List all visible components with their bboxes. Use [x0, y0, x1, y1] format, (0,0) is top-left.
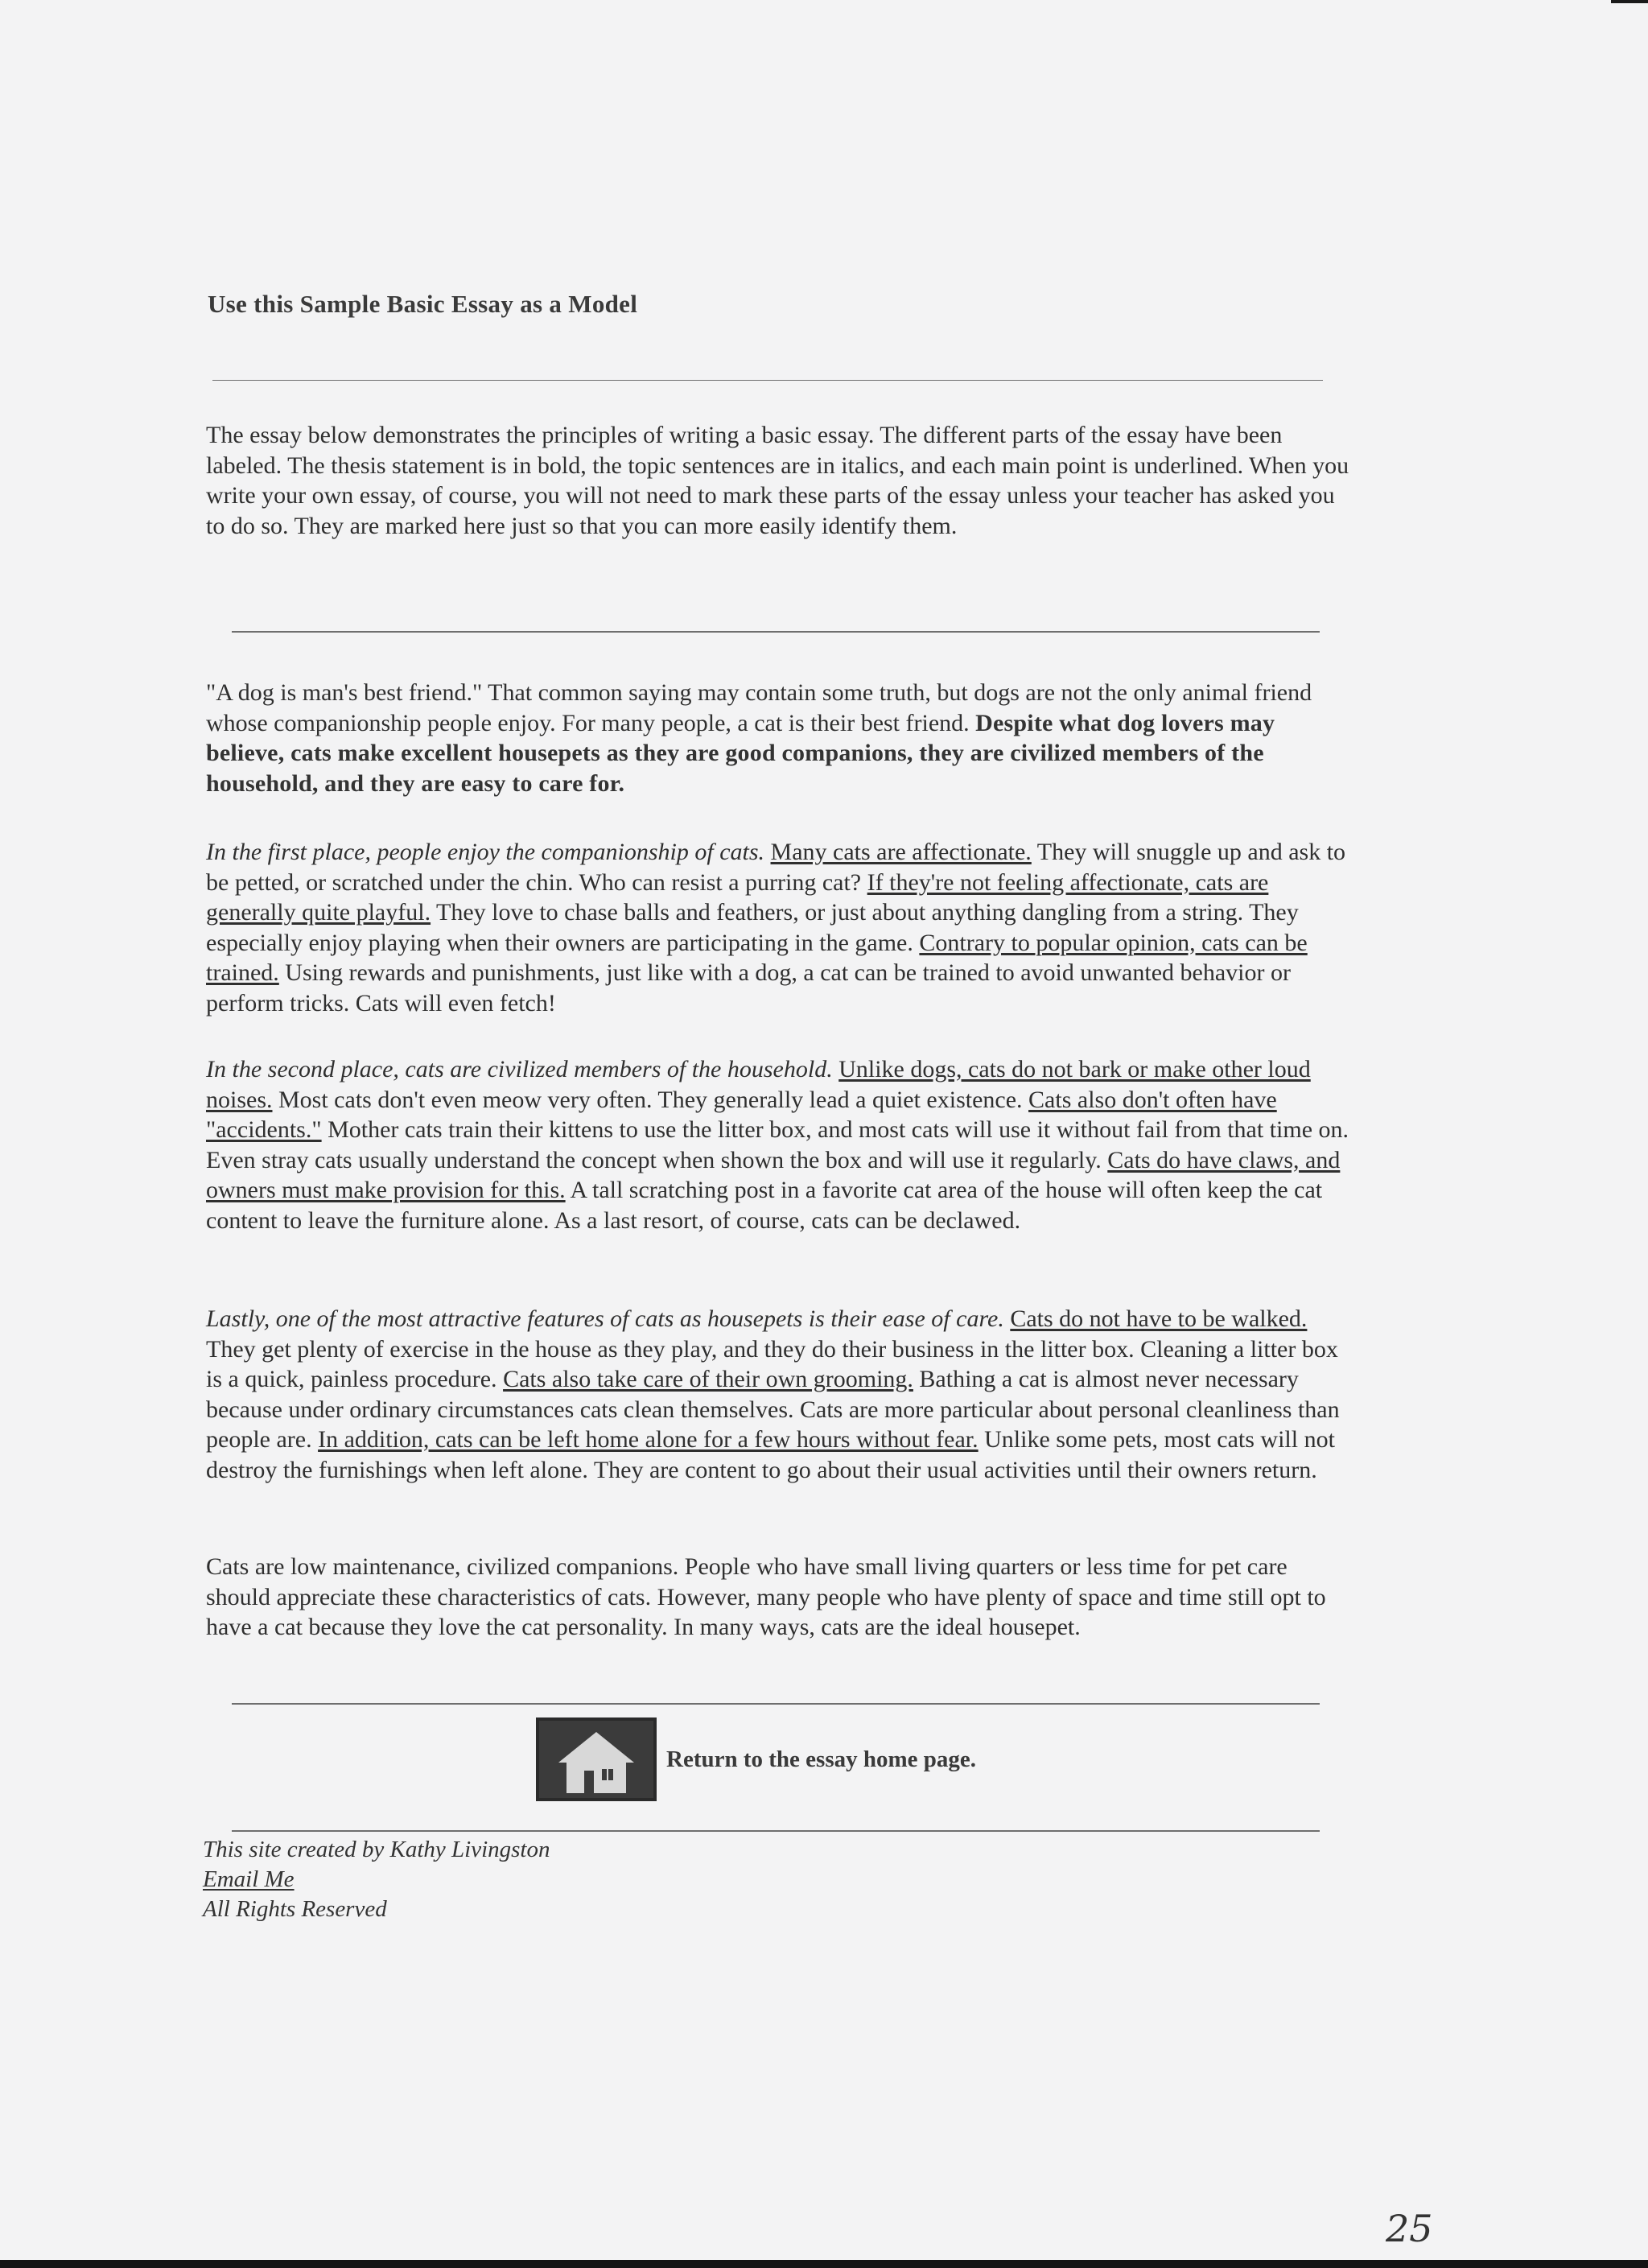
body1-text-2: They will snuggle up and ask to be petted, or scratched under the chin. Who can resist a purring cat?	[206, 839, 1346, 896]
email-link[interactable]: Email Me	[203, 1866, 295, 1892]
topic-sentence-2: In the second place, cats are civilized members of the household.	[206, 1056, 833, 1082]
body2-text-4: A tall scratching post in a favorite cat area of the house will often keep the cat content to leave the furniture alone. As a last resort, of course, cats can be declawed.	[206, 1177, 1323, 1234]
horizontal-rule-before-footer	[232, 1830, 1320, 1832]
body-paragraph-1	[206, 837, 1355, 1018]
return-home-link[interactable]	[536, 1717, 976, 1801]
site-footer	[203, 1835, 550, 1924]
main-point-3-2: Cats also take care of their own grooming.	[503, 1366, 913, 1392]
body3-text-3: Bathing a cat is almost never necessary because under ordinary circumstances cats clean themselves. Cats are more particular about personal cleanliness than people are.	[206, 1366, 1340, 1453]
main-point-2-3: Cats do have claws, and owners must make provision for this.	[206, 1146, 1341, 1203]
return-home-label[interactable]: Return to the essay home page.	[666, 1746, 977, 1772]
body1-text-4: Using rewards and punishments, just like with a dog, a cat can be trained to avoid unwanted behavior or perform tricks. Cats will even fetch!	[206, 959, 1291, 1016]
house-icon[interactable]	[536, 1717, 657, 1801]
topic-sentence-1: In the first place, people enjoy the companionship of cats.	[206, 839, 765, 865]
body1-text-1	[764, 839, 771, 865]
opening-paragraph	[206, 678, 1355, 798]
body1-text-3: They love to chase balls and feathers, or just about anything dangling from a string. They especially enjoy playing when their owners are participating in the game.	[206, 899, 1299, 956]
main-point-2-2: Cats also don't often have "accidents."	[206, 1086, 1277, 1143]
handwritten-page-number: 25	[1386, 2207, 1433, 2250]
main-point-2-1: Unlike dogs, cats do not bark or make other loud noises.	[206, 1056, 1311, 1113]
body2-text-2: Most cats don't even meow very often. They generally lead a quiet existence.	[272, 1086, 1029, 1113]
main-point-3-3: In addition, cats can be left home alone for a few hours without fear.	[318, 1426, 978, 1453]
page-heading: Use this Sample Basic Essay as a Model	[208, 290, 638, 318]
body2-text-3: Mother cats train their kittens to use the litter box, and most cats will use it without fail from that time on. Even stray cats usually understand the concept when shown the box and will use it regularly.	[206, 1116, 1349, 1173]
body3-text-4: Unlike some pets, most cats will not destroy the furnishings when left alone. They are content to go about their usual activities until their owners return.	[206, 1426, 1335, 1483]
body-paragraph-3	[206, 1304, 1355, 1485]
rights-notice: All Rights Reserved	[203, 1896, 387, 1922]
author-credit: This site created by Kathy Livingston	[203, 1837, 550, 1862]
body3-text-2: They get plenty of exercise in the house as they play, and they do their business in the litter box. Cleaning a litter box is a quick, painless procedure.	[206, 1335, 1338, 1392]
horizontal-rule-top	[212, 380, 1323, 381]
opening-text: "A dog is man's best friend." That common saying may contain some truth, but dogs are not the only animal friend whose companionship people enjoy. For many people, a cat is their best friend.	[206, 679, 1312, 736]
main-point-1-1: Many cats are affectionate.	[770, 839, 1032, 865]
topic-sentence-3: Lastly, one of the most attractive features of cats as housepets is their ease of care.	[206, 1305, 1004, 1332]
horizontal-rule-after-intro	[232, 631, 1320, 633]
main-point-1-2: If they're not feeling affectionate, cats are generally quite playful.	[206, 868, 1269, 926]
thesis-statement: Despite what dog lovers may believe, cats make excellent housepets as they are good companions, they are civilized members of the household, and they are easy to care for.	[206, 709, 1275, 797]
conclusion-paragraph: Cats are low maintenance, civilized companions. People who have small living quarters or less time for pet care should appreciate these characteristics of cats. However, many people who have plenty of space and time still opt to have a cat because they love the cat personality. In many ways, cats are the ideal housepet.	[206, 1553, 1326, 1640]
main-point-1-3: Contrary to popular opinion, cats can be trained.	[206, 929, 1308, 986]
main-point-3-1: Cats do not have to be walked.	[1010, 1305, 1308, 1332]
intro-paragraph: The essay below demonstrates the principles of writing a basic essay. The different parts of the essay have been labeled. The thesis statement is in bold, the topic sentences are in italics, and each main point is underlined. When you write your own essay, of course, you will not need to mark these parts of the essay unless your teacher has asked you to do so. They are marked here just so that you can more easily identify them.	[206, 422, 1349, 539]
body-paragraph-2	[206, 1054, 1355, 1235]
horizontal-rule-before-home	[232, 1703, 1320, 1705]
scan-bottom-edge	[0, 2260, 1648, 2268]
scan-corner-mark	[1611, 0, 1648, 3]
